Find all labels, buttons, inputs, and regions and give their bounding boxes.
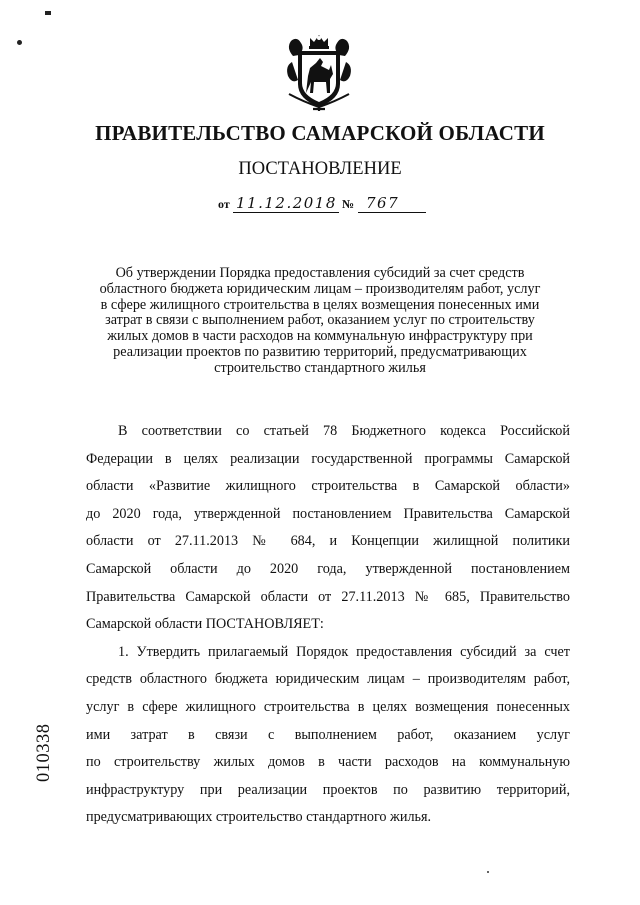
subject-line: в сфере жилищного строительства в целях возмещения понесенных ими [100, 296, 540, 313]
body-line: В соответствии со статьей 78 Бюджетного кодекса Российской [118, 423, 570, 439]
date-label: от [218, 197, 230, 211]
number-label: № [342, 197, 355, 211]
subject-line: областного бюджета юридическим лицам – производителям работ, услуг [99, 280, 541, 297]
subject-line: жилых домов в части расходов на коммунальную инфраструктуру при [107, 328, 533, 345]
number-underline [358, 212, 426, 213]
registration-number: 010338 [34, 723, 54, 782]
body-line: инфраструктуру при реализации проектов по развитию территорий, [86, 781, 570, 798]
document-date: 11.12.2018 [236, 194, 337, 212]
subject-line: Об утверждении Порядка предоставления субсидий за счет средств [115, 265, 525, 281]
document-body [86, 418, 570, 832]
body-line: услуг в сфере жилищного строительства в целях возмещения понесенных [86, 698, 570, 715]
subject-line: затрат в связи с выполнением работ, оказанием услуг по строительству [105, 312, 535, 329]
scan-dot [487, 871, 489, 873]
body-line: по строительству жилых домов в части расходов на коммунальную [86, 754, 570, 771]
body-line: 1. Утвердить прилагаемый Порядок предоставления субсидий за счет [118, 643, 570, 660]
body-line: средств областного бюджета юридическим лицам – производителям работ, [86, 671, 570, 688]
body-line: ими затрат в связи с выполнением работ, оказанием услуг [86, 726, 570, 743]
body-line: области «Развитие жилищного строительства в Самарской области» [86, 478, 570, 495]
date-underline [233, 212, 339, 213]
body-line: Федерации в целях реализации государственной программы Самарской [86, 450, 570, 467]
scan-mark [45, 11, 51, 15]
subject-line: строительство стандартного жилья [214, 359, 426, 376]
scan-dot [17, 40, 22, 45]
body-line: Самарской области до 2020 года, утвержденной постановлением [86, 560, 570, 577]
body-line: Правительства Самарской области от 27.11.2013 № 685, Правительство [86, 588, 570, 605]
document-subject [86, 266, 554, 377]
document-type: ПОСТАНОВЛЕНИЕ [238, 159, 402, 179]
document-number: 767 [366, 194, 400, 212]
subject-line: реализации проектов по развитию территорий, предусматривающих [113, 343, 527, 360]
body-line: предусматривающих строительство стандартного жилья. [86, 809, 432, 826]
body-line: до 2020 года, утвержденной постановлением Правительства Самарской [86, 505, 570, 522]
body-line: области от 27.11.2013 № 684, и Концепции жилищной политики [86, 533, 570, 550]
government-title: ПРАВИТЕЛЬСТВО САМАРСКОЙ ОБЛАСТИ [95, 121, 545, 145]
coat-of-arms-icon [284, 32, 354, 112]
date-number-line [218, 191, 428, 215]
body-line: Самарской области ПОСТАНОВЛЯЕТ: [86, 616, 324, 633]
